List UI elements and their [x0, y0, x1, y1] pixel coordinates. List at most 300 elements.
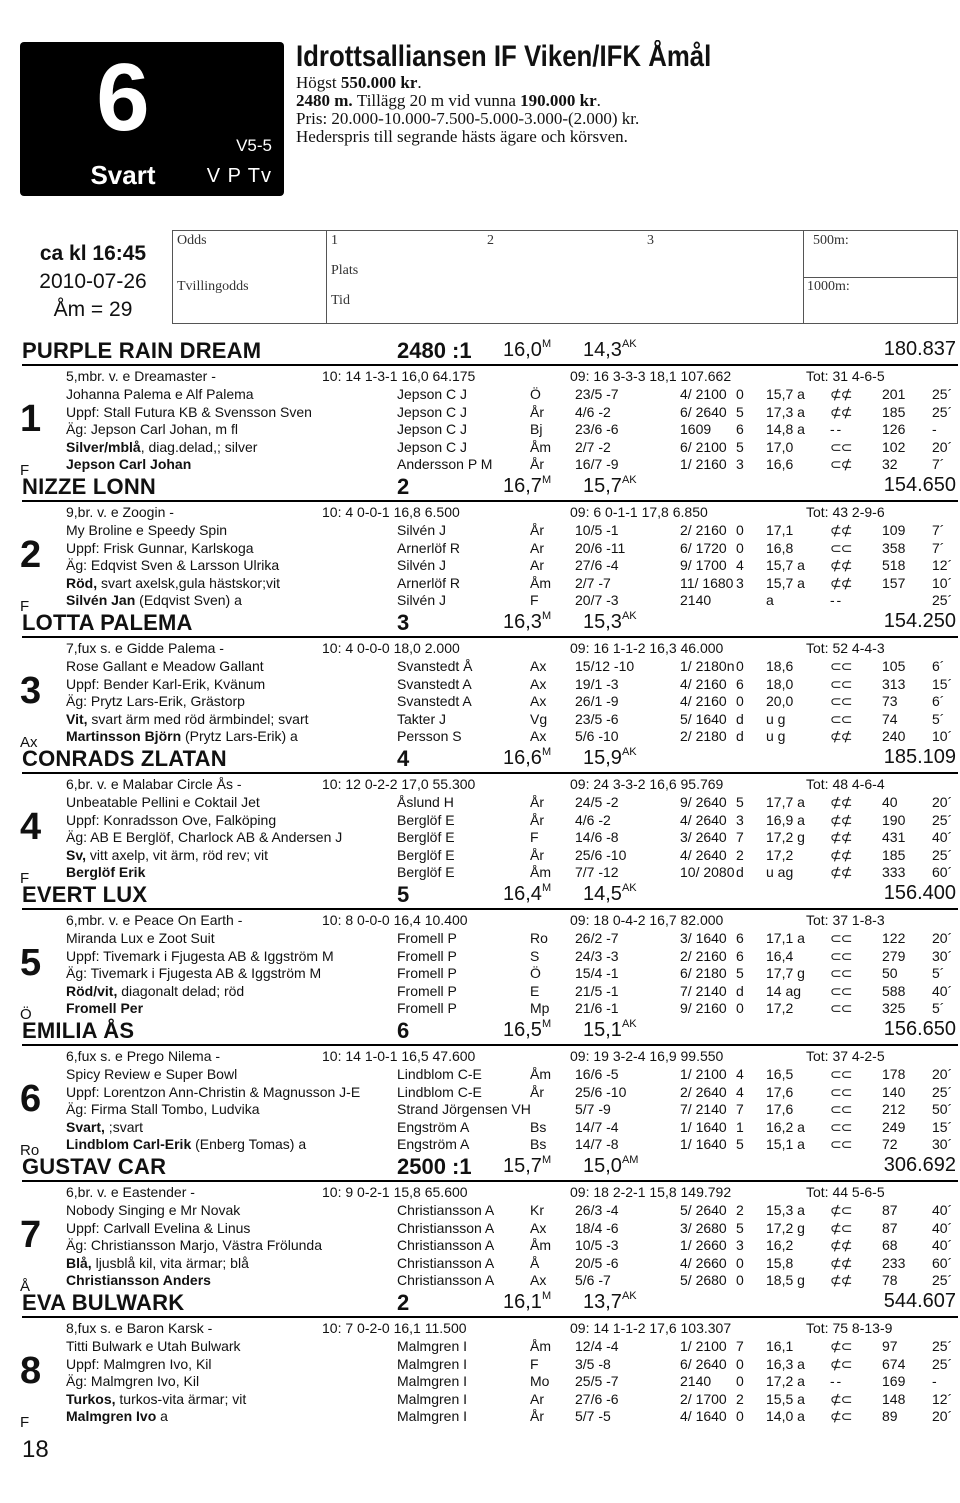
shoe-icon: - -	[830, 1373, 841, 1389]
race-info-line: Pris: 20.000-10.000-7.500-5.000-3.000-(2.000) kr.	[296, 109, 640, 128]
start-odds: 431	[882, 829, 906, 845]
stats-2010: 10: 8 0-0-0 16,4 10.400	[322, 912, 468, 928]
stats-total: Tot: 44 5-6-5	[806, 1184, 885, 1200]
record-auto: $15,1^{AK}$	[583, 1018, 637, 1041]
start-date: 14/6 -8	[575, 829, 619, 845]
shoe-icon: ⊄⊄	[830, 574, 852, 591]
record-auto: $15,0^{AM}$	[583, 1154, 639, 1177]
shoe-icon: ⊄⊂	[830, 1390, 852, 1407]
start-distance: 4	[397, 746, 410, 771]
start-driver: Berglöf E	[397, 811, 455, 828]
start-placing: 3	[736, 456, 744, 472]
start-odds: 73	[882, 693, 898, 709]
start-driver: Jepson C J	[397, 386, 468, 402]
shoe-icon: - -	[830, 421, 841, 437]
start-odds: 68	[882, 1237, 898, 1253]
race-time-block	[18, 242, 168, 322]
shoe-icon: ⊄⊂	[830, 1202, 852, 1218]
start-prize: 10´	[932, 728, 953, 744]
start-placing: 2	[736, 1390, 744, 1407]
start-post-distance: 4/ 2640	[680, 846, 727, 863]
start-odds: 72	[882, 1136, 898, 1152]
start-date: 23/5 -6	[575, 710, 619, 727]
start-prize: 25´	[932, 811, 953, 828]
shoe-code: Å	[20, 1278, 31, 1295]
horse-detail: Uppf: Tivemark i Fjugesta AB & Iggström M	[66, 947, 334, 964]
tid-label: Tid	[331, 293, 350, 308]
horse-detail: Turkos, turkos-vita ärmar; vit	[66, 1390, 247, 1407]
start-post-distance: 3/ 1640	[680, 930, 727, 946]
start-date: 3/5 -8	[575, 1355, 611, 1372]
start-number: 7	[20, 1214, 42, 1256]
total-earnings: 156.400	[883, 882, 956, 904]
start-track: Åm	[530, 1338, 551, 1354]
start-date: 5/6 -7	[575, 1272, 611, 1288]
start-number: 5	[20, 942, 42, 984]
start-date: 5/6 -10	[575, 728, 619, 744]
start-driver: Silvén J	[397, 522, 447, 538]
horse-detail: Röd/vit, diagonalt delad; röd	[66, 982, 245, 999]
page-number: 18	[22, 1436, 49, 1463]
start-prize: 50´	[932, 1101, 953, 1117]
shoe-icon: ⊂⊂	[830, 1101, 852, 1117]
start-placing: 0	[736, 386, 744, 402]
start-time: 15,7 a	[766, 574, 805, 591]
start-prize: 25´	[932, 1355, 953, 1372]
start-driver: Malmgren I	[397, 1338, 468, 1354]
start-time: 17,2 g	[766, 1219, 805, 1236]
race-color: Svart	[90, 160, 156, 190]
start-prize: 20´	[932, 930, 953, 946]
start-odds: 50	[882, 965, 898, 981]
start-odds: 185	[882, 403, 906, 420]
start-placing: 5	[736, 1219, 744, 1236]
start-placing: 5	[736, 965, 744, 981]
start-date: 25/5 -7	[575, 1373, 619, 1389]
start-time: 17,6	[766, 1101, 794, 1117]
start-time: 16,4	[766, 947, 794, 964]
start-post-distance: 1/ 2100	[680, 1338, 727, 1354]
horse-detail: Äg: Firma Stall Tombo, Ludvika	[66, 1101, 260, 1117]
start-odds: 74	[882, 710, 898, 727]
start-driver: Christiansson A	[397, 1272, 495, 1288]
start-placing: 4	[736, 1083, 744, 1100]
record-auto: $15,9^{AK}$	[583, 746, 637, 769]
shoe-icon: ⊂⊂	[830, 539, 852, 556]
start-track: År	[530, 846, 544, 863]
shoe-icon: ⊂⊂	[830, 1118, 852, 1135]
start-prize: 25´	[932, 1338, 953, 1354]
horse-detail: Jepson Carl Johan	[66, 456, 192, 472]
start-time: 14 ag	[766, 982, 802, 999]
start-driver: Arnerlöf R	[397, 574, 461, 591]
start-time: 17,2	[766, 1000, 794, 1016]
start-driver: Jepson C J	[397, 438, 468, 455]
start-date: 27/6 -6	[575, 1390, 619, 1407]
horse-info: 9,br. v. e Zoogin -	[66, 504, 174, 520]
start-post-distance: 5/ 1640	[680, 710, 727, 727]
start-prize: 7´	[932, 456, 945, 472]
start-time: u g	[766, 710, 786, 727]
start-post-distance: 2/ 2180	[680, 728, 727, 744]
shoe-icon: ⊂⊂	[830, 930, 852, 946]
stats-total: Tot: 48 4-6-4	[806, 776, 885, 792]
divider	[22, 1316, 958, 1318]
start-prize: 40´	[932, 982, 953, 999]
start-post-distance: 5/ 2640	[680, 1202, 727, 1218]
shoe-icon: ⊂⊂	[830, 710, 852, 727]
shoe-code: Ö	[20, 1006, 32, 1023]
start-time: 18,0	[766, 675, 794, 692]
twin-odds-label: Tvillingodds	[177, 279, 249, 294]
start-distance: 2	[397, 474, 410, 499]
start-post-distance: 2/ 1700	[680, 1390, 727, 1407]
horse-detail: Titti Bulwark e Utah Bulwark	[66, 1338, 241, 1354]
start-prize: 6´	[932, 658, 945, 674]
start-placing: 0	[736, 1254, 744, 1271]
start-post-distance: 11/ 1680	[680, 574, 734, 591]
start-driver: Svanstedt Å	[397, 658, 473, 674]
start-odds: 674	[882, 1355, 906, 1372]
start-driver: Malmgren I	[397, 1373, 468, 1389]
start-track: Bj	[530, 421, 543, 437]
start-placing: 2	[736, 846, 744, 863]
horse-detail: Uppf: Malmgren Ivo, Kil	[66, 1355, 212, 1372]
start-time: 16,2	[766, 1237, 794, 1253]
start-prize: 15´	[932, 1118, 953, 1135]
start-placing: 1	[736, 1118, 744, 1135]
start-prize: 25´	[932, 592, 953, 608]
start-prize: 40´	[932, 829, 953, 845]
horse-detail: Äg: Christiansson Marjo, Västra Frölunda	[66, 1237, 322, 1253]
start-driver: Fromell P	[397, 947, 457, 964]
start-driver: Svanstedt A	[397, 693, 472, 709]
start-prize: 60´	[932, 864, 953, 880]
start-driver: Andersson P M	[397, 456, 493, 472]
start-post-distance: 2/ 2160	[680, 522, 727, 538]
plats-label: Plats	[331, 263, 359, 278]
start-track: F	[530, 592, 539, 608]
stats-2009: 09: 24 3-3-2 16,6 95.769	[570, 776, 724, 792]
start-placing: 2	[736, 1202, 744, 1218]
start-prize: 5´	[932, 1000, 945, 1016]
horse-detail: Fromell Per	[66, 1000, 144, 1016]
start-driver: Jepson C J	[397, 421, 468, 437]
start-date: 14/7 -8	[575, 1136, 619, 1152]
start-date: 20/6 -11	[575, 539, 626, 556]
stats-2009: 09: 16 1-1-2 16,3 46.000	[570, 640, 724, 656]
horse-name: LOTTA PALEMA	[22, 610, 193, 635]
shoe-icon: - -	[830, 592, 841, 608]
start-post-distance: 4/ 2660	[680, 1254, 727, 1271]
start-date: 24/3 -3	[575, 947, 619, 964]
start-driver: Svanstedt A	[397, 675, 472, 692]
start-date: 19/1 -3	[575, 675, 619, 692]
stats-2009: 09: 16 3-3-3 18,1 107.662	[570, 368, 732, 384]
start-time: 16,2 a	[766, 1118, 805, 1135]
start-driver: Fromell P	[397, 965, 457, 981]
start-post-distance: 6/ 2640	[680, 403, 727, 420]
horse-detail: Nobody Singing e Mr Novak	[66, 1202, 241, 1218]
start-post-distance: 4/ 2160	[680, 675, 727, 692]
horse-name: CONRADS ZLATAN	[22, 746, 227, 771]
start-date: 7/7 -12	[575, 864, 619, 880]
horse-name: NIZZE LONN	[22, 474, 156, 499]
start-track: Bs	[530, 1136, 547, 1152]
shoe-icon: ⊄⊄	[830, 728, 852, 744]
record-volt: $15,7^M$	[503, 1154, 552, 1177]
start-track: Åm	[530, 1066, 551, 1082]
start-track: År	[530, 1408, 544, 1424]
horse-detail: Vit, svart ärm med röd ärmbindel; svart	[66, 710, 309, 727]
start-time: a	[766, 592, 774, 608]
horse-name: PURPLE RAIN DREAM	[22, 338, 262, 363]
start-placing: 5	[736, 403, 744, 420]
horse-detail: Malmgren Ivo a	[66, 1408, 168, 1424]
start-placing: 5	[736, 794, 744, 810]
divider	[22, 908, 958, 910]
horse-info: 6,br. v. e Malabar Circle Ås -	[66, 776, 242, 792]
games-label: V P Tv	[206, 165, 272, 187]
record-volt: $16,1^M$	[503, 1290, 552, 1313]
record-volt: $16,7^M$	[503, 474, 552, 497]
horse-detail: Äg: Malmgren Ivo, Kil	[66, 1373, 200, 1389]
start-prize: 25´	[932, 1083, 953, 1100]
start-time: ca kl 16:45	[39, 242, 147, 265]
horse-detail: Äg: Edqvist Sven & Larsson Ulrika	[66, 557, 280, 573]
start-placing: d	[736, 728, 744, 744]
horse-detail: Rose Gallant e Meadow Gallant	[66, 658, 264, 674]
start-prize: -	[932, 1373, 937, 1389]
start-placing: d	[736, 710, 744, 727]
start-odds: 126	[882, 421, 906, 437]
start-prize: 30´	[932, 1136, 953, 1152]
start-placing: 3	[736, 811, 744, 828]
start-post-distance: 7/ 2140	[680, 1101, 727, 1117]
start-time: 17,1	[766, 522, 794, 538]
start-date: 25/6 -10	[575, 1083, 627, 1100]
stats-total: Tot: 37 1-8-3	[806, 912, 885, 928]
start-driver: Fromell P	[397, 982, 457, 999]
start-track: Ax	[530, 693, 547, 709]
record-auto: $14,3^{AK}$	[583, 338, 637, 361]
start-track: Ar	[530, 539, 544, 556]
stats-total: Tot: 37 4-2-5	[806, 1048, 885, 1064]
start-distance: 2500 :1	[397, 1154, 472, 1179]
start-odds: 89	[882, 1408, 898, 1424]
start-odds: 87	[882, 1202, 898, 1218]
start-time: 15,7 a	[766, 557, 805, 573]
start-placing: 0	[736, 1373, 744, 1389]
start-post-distance: 3/ 2680	[680, 1219, 727, 1236]
start-odds: 169	[882, 1373, 906, 1389]
start-track: Åm	[530, 438, 551, 455]
horse-name: EVERT LUX	[22, 882, 148, 907]
start-distance: 6	[397, 1018, 410, 1043]
start-track: Ax	[530, 1219, 547, 1236]
start-driver: Lindblom C-E	[397, 1066, 482, 1082]
start-prize: 10´	[932, 574, 953, 591]
start-post-distance: 4/ 2160	[680, 693, 727, 709]
start-time: 16,9 a	[766, 811, 805, 828]
start-date: 21/5 -1	[575, 982, 619, 999]
start-odds: 588	[882, 982, 906, 999]
place-3-label: 3	[647, 233, 654, 248]
shoe-icon: ⊂⊂	[830, 658, 852, 674]
start-track: Åm	[530, 864, 551, 880]
race-date: 2010-07-26	[39, 270, 147, 293]
horse-detail: Miranda Lux e Zoot Suit	[66, 930, 215, 946]
shoe-icon: ⊄⊄	[830, 403, 852, 420]
start-date: 18/4 -6	[575, 1219, 619, 1236]
start-track: Åm	[530, 1237, 551, 1253]
start-track: Ro	[530, 930, 548, 946]
start-track: Ax	[530, 728, 547, 744]
start-number: 2	[20, 534, 42, 576]
start-placing: 4	[736, 1066, 744, 1082]
start-date: 21/6 -1	[575, 1000, 619, 1016]
shoe-icon: ⊂⊄	[830, 456, 852, 472]
start-date: 4/6 -2	[575, 403, 611, 420]
horse-detail: Unbeatable Pellini e Coktail Jet	[66, 794, 260, 810]
start-driver: Christiansson A	[397, 1219, 495, 1236]
start-date: 12/4 -4	[575, 1338, 619, 1354]
start-number: 1	[20, 398, 42, 440]
start-odds: 78	[882, 1272, 898, 1288]
horse-detail: Äg: Tivemark i Fjugesta AB & Iggström M	[66, 965, 322, 981]
start-prize: 20´	[932, 438, 953, 455]
start-driver: Engström A	[397, 1136, 470, 1152]
race-title: Idrottsalliansen IF Viken/IFK Åmål	[296, 40, 712, 73]
start-time: 18,5 g	[766, 1272, 805, 1288]
record-volt: $16,0^M$	[503, 338, 552, 361]
horse-detail: Christiansson Anders	[66, 1272, 211, 1288]
start-prize: 7´	[932, 539, 945, 556]
divider	[22, 772, 958, 774]
total-earnings: 154.650	[883, 474, 956, 496]
stats-2010: 10: 14 1-0-1 16,5 47.600	[322, 1048, 476, 1064]
start-driver: Strand Jörgensen VH	[397, 1101, 531, 1117]
start-prize: 40´	[932, 1202, 953, 1218]
start-driver: Åslund H	[397, 794, 454, 810]
stats-2009: 09: 6 0-1-1 17,8 6.850	[570, 504, 708, 520]
start-post-distance: 9/ 2160	[680, 1000, 727, 1016]
race-info-line: 2480 m. Tillägg 20 m vid vunna 190.000 kr.	[296, 91, 601, 110]
start-odds: 313	[882, 675, 906, 692]
start-placing: 6	[736, 947, 744, 964]
start-post-distance: 4/ 1640	[680, 1408, 727, 1424]
shoe-icon: ⊂⊂	[830, 1000, 852, 1016]
shoe-icon: ⊂⊂	[830, 1136, 852, 1152]
start-prize: 5´	[932, 965, 945, 981]
shoe-icon: ⊄⊄	[830, 811, 852, 828]
shoe-code: F	[20, 870, 30, 887]
divider	[22, 364, 958, 366]
start-time: 14,0 a	[766, 1408, 805, 1424]
start-date: 10/5 -1	[575, 522, 619, 538]
start-time: 17,3 a	[766, 403, 805, 420]
start-date: 23/5 -7	[575, 386, 619, 402]
shoe-icon: ⊂⊂	[830, 675, 852, 692]
start-track: Ax	[530, 675, 547, 692]
start-odds: 32	[882, 456, 898, 472]
horse-detail: Lindblom Carl-Erik (Enberg Tomas) a	[66, 1136, 307, 1152]
start-placing: 3	[736, 1237, 744, 1253]
start-time: u g	[766, 728, 786, 744]
start-track: År	[530, 522, 544, 538]
start-odds: 97	[882, 1338, 898, 1354]
shoe-icon: ⊄⊄	[830, 794, 852, 810]
start-odds: 201	[882, 386, 906, 402]
start-post-distance: 2140	[680, 1373, 712, 1389]
start-time: 14,8 a	[766, 421, 805, 437]
horse-detail: Äg: Prytz Lars-Erik, Grästorp	[66, 693, 245, 709]
start-number: 4	[20, 806, 42, 848]
start-placing: 7	[736, 1338, 744, 1354]
start-time: 16,3 a	[766, 1355, 805, 1372]
horse-detail: Martinsson Björn (Prytz Lars-Erik) a	[66, 728, 298, 744]
horse-detail: Berglöf Erik	[66, 864, 146, 880]
record-volt: $16,3^M$	[503, 610, 552, 633]
start-prize: 40´	[932, 1237, 953, 1253]
shoe-code: F	[20, 1414, 30, 1431]
start-date: 15/12 -10	[575, 658, 635, 674]
race-info	[296, 74, 639, 146]
start-time: 17,7 g	[766, 965, 805, 981]
start-odds: 279	[882, 947, 906, 964]
race-number: 6	[96, 44, 150, 151]
start-post-distance: 1/ 2100	[680, 1066, 727, 1082]
start-date: 25/6 -10	[575, 846, 627, 863]
start-date: 26/2 -7	[575, 930, 619, 946]
start-track: År	[530, 1083, 544, 1100]
place-2-label: 2	[487, 233, 494, 248]
start-time: 18,6	[766, 658, 794, 674]
start-post-distance: 1/ 2180n	[680, 658, 735, 674]
start-placing: 4	[736, 557, 744, 573]
horse-detail: Uppf: Carlvall Evelina & Linus	[66, 1219, 251, 1236]
start-odds: 122	[882, 930, 906, 946]
start-prize: 25´	[932, 386, 953, 402]
start-placing: d	[736, 982, 744, 999]
horse-detail: Uppf: Stall Futura KB & Svensson Sven	[66, 403, 312, 420]
horse-detail: Silver/mblå, diag.delad,; silver	[66, 438, 258, 455]
horse-detail: Äg: AB E Berglöf, Charlock AB & Andersen J	[66, 829, 343, 845]
shoe-icon: ⊄⊂	[830, 1355, 852, 1372]
horse-info: 8,fux s. e Baron Karsk -	[66, 1320, 213, 1336]
start-track: År	[530, 403, 544, 420]
start-post-distance: 9/ 1700	[680, 557, 727, 573]
shoe-icon: ⊂⊂	[830, 1083, 852, 1100]
horse-detail: Uppf: Konradsson Ove, Falköping	[66, 811, 277, 828]
start-prize: -	[932, 421, 937, 437]
stats-2009: 09: 18 2-2-1 15,8 149.792	[570, 1184, 732, 1200]
start-time: 20,0	[766, 693, 794, 709]
record-auto: $14,5^{AK}$	[583, 882, 637, 905]
shoe-icon: ⊂⊂	[830, 1066, 852, 1082]
start-post-distance: 6/ 2640	[680, 1355, 727, 1372]
shoe-icon: ⊄⊂	[830, 1408, 852, 1424]
total-earnings: 306.692	[883, 1154, 956, 1176]
start-post-distance: 2/ 2640	[680, 1083, 727, 1100]
start-date: 15/4 -1	[575, 965, 619, 981]
start-date: 16/6 -5	[575, 1066, 619, 1082]
start-distance: 2480 :1	[397, 338, 472, 363]
horse-name: EVA BULWARK	[22, 1290, 185, 1315]
total-earnings: 154.250	[883, 610, 956, 632]
horse-detail: Blå, ljusblå kil, vita ärmar; blå	[66, 1254, 249, 1271]
start-post-distance: 5/ 2680	[680, 1272, 727, 1288]
